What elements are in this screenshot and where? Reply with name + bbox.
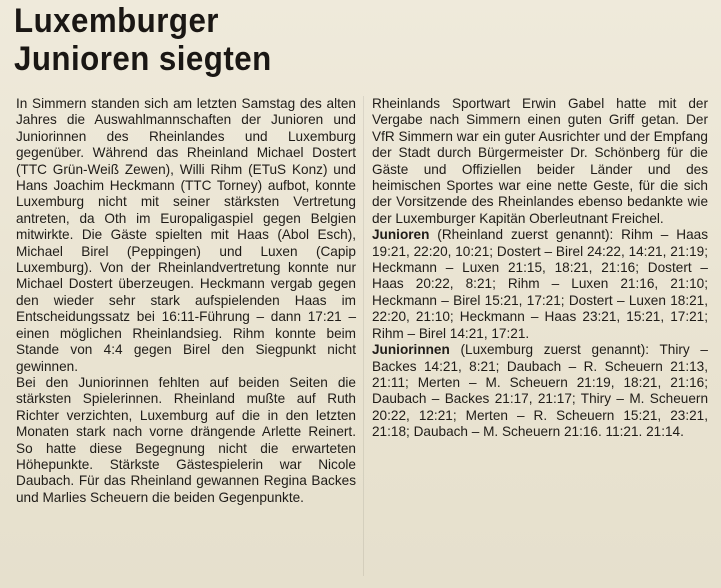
results-juniorinnen bbox=[372, 342, 708, 440]
headline-line-2: Junioren siegten bbox=[14, 40, 272, 78]
headline-line-1: Luxemburger bbox=[14, 2, 219, 40]
results-juniorinnen-label: Juniorinnen bbox=[372, 342, 450, 358]
results-junioren-text: (Rheinland zuerst genannt): Rihm – Haas 19:21, 22:20, 10:21; Dostert – Birel 24:22, 14:21, 21:19; Heckmann – Luxen 21:15, 18:21, 21:16; Dostert – Haas 20:22, 8:21; Rihm – Luxen 21:16, 21:10; Heckmann – Birel 15:21, 17:21; Dostert – Luxen 18:21, 22:20, 21:10; Heckmann – Haas 23:21, 15:21, 17:21; Rihm – Birel 14:21, 17:21. bbox=[372, 227, 708, 341]
article-paragraph-organisation: Rheinlands Sportwart Erwin Gabel hatte mit der Vergabe nach Simmern einen guten Griff getan. Der VfR Simmern war ein guter Ausrichter und der Empfang der Stadt durch Bürgermeister Dr. Schönberg für die Gäste und Offiziellen beider Länder und des heimischen Sportes war eine nette Geste, für die sich der Vorsitzende des Rheinlandes ebenso bedankte wie der Luxemburger Kapitän Oberleutnant Freichel. bbox=[372, 96, 708, 226]
article-column-left bbox=[16, 96, 356, 506]
headline bbox=[14, 2, 272, 78]
article-column-right bbox=[372, 96, 708, 441]
column-divider bbox=[363, 96, 364, 576]
results-junioren bbox=[372, 227, 708, 342]
article-paragraph-juniorinnen: Bei den Juniorinnen fehlten auf beiden Seiten die stärksten Spielerinnen. Rheinland mußte auf Ruth Richter verzichten, Luxemburg auf die in den letzten Monaten stark nach vorne drängende Arlette Reinert. So hatte diese Begegnung nicht die erwarteten Höhepunkte. Stärkste Gästespielerin war Nicole Daubach. Für das Rheinland gewannen Regina Backes und Marlies Scheuern die beiden Gegenpunkte. bbox=[16, 374, 356, 505]
results-juniorinnen-text: (Luxemburg zuerst genannt): Thiry – Backes 14:21, 8:21; Daubach – R. Scheuern 21:13, 21:11; Merten – M. Scheuern 21:19, 18:21, 21:16; Daubach – Backes 21:17, 21:17; Thiry – M. Scheuern 20:22, 12:21; Merten – R. Scheuern 15:21, 23:21, 21:18; Daubach – M. Scheuern 21:16. 11:21. 21:14. bbox=[372, 342, 708, 440]
article-paragraph-match-report: In Simmern standen sich am letzten Samstag des alten Jahres die Auswahlmannschaften der Junioren und Juniorinnen des Rheinlandes und Luxemburg gegenüber. Während das Rheinland Michael Dostert (TTC Grün-Weiß Zewen), Willi Rihm (ETuS Konz) und Hans Joachim Heckmann (TTC Torney) aufbot, konnte Luxemburg nicht mit seiner stärksten Vertretung antreten, da Oth im Europaligaspiel gegen Belgien mitwirkte. Die Gäste spielten mit Haas (Abol Esch), Michael Birel (Peppingen) und Luxen (Capip Luxemburg). Von der Rheinlandvertretung konnte nur Michael Dostert überzeugen. Heckmann vergab gegen den wieder sehr stark aufspielenden Haas im Entscheidungssatz bei 16:11-Führung – dann 17:21 – einen möglichen Rheinlandsieg. Rihm konnte beim Stande von 4:4 gegen Birel den Siegpunkt nicht gewinnen. bbox=[16, 96, 356, 374]
results-junioren-label: Junioren bbox=[372, 227, 430, 243]
